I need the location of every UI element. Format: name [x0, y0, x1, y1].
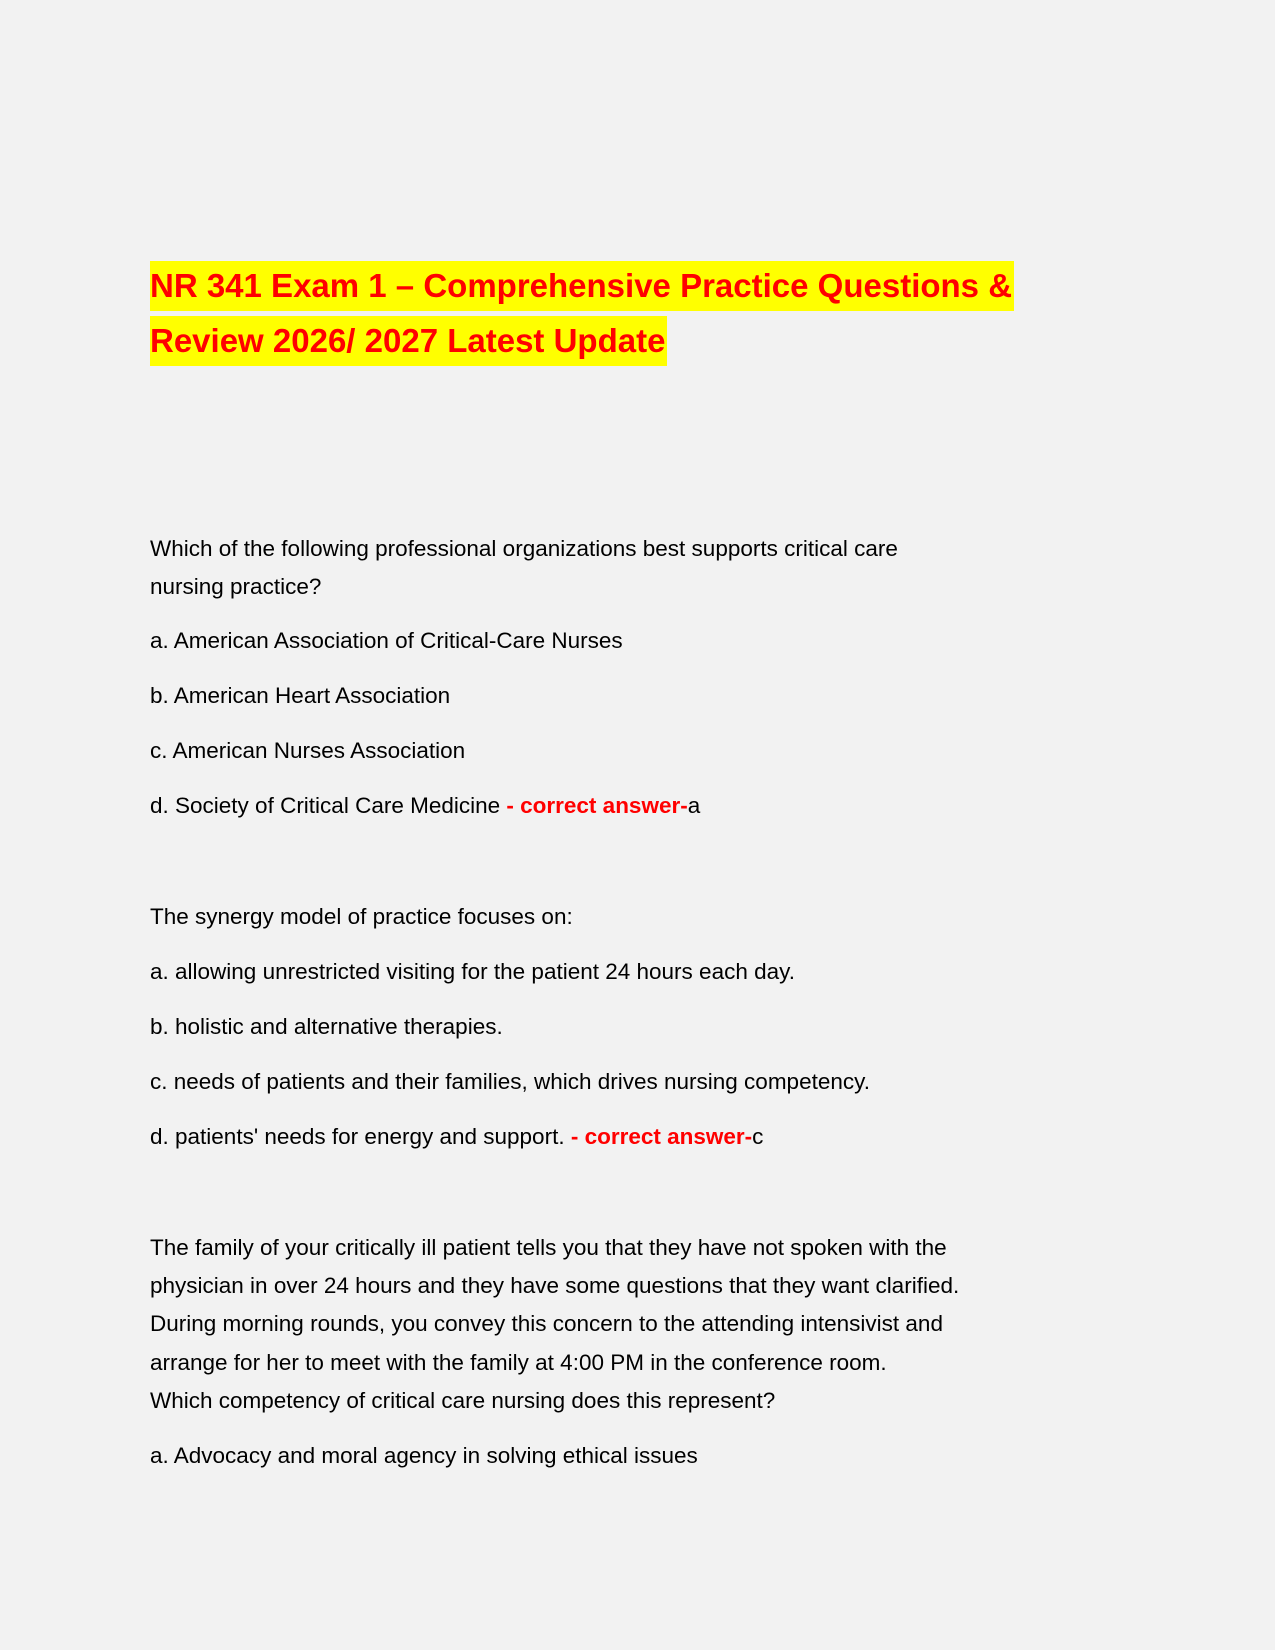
option-text: d. Society of Critical Care Medicine: [150, 793, 507, 818]
option-c: c. needs of patients and their families, which drives nursing competency.: [150, 1069, 870, 1094]
question-stem: The synergy model of practice focuses on:: [150, 904, 573, 929]
question-stem: nursing practice?: [150, 574, 322, 599]
question-stem: Which competency of critical care nursing does this represent?: [150, 1388, 776, 1413]
question-stem: arrange for her to meet with the family at 4:00 PM in the conference room.: [150, 1350, 887, 1375]
question-stem: The family of your critically ill patient tells you that they have not spoken with the: [150, 1235, 947, 1260]
option-d: [150, 1122, 763, 1152]
option-a: a. allowing unrestricted visiting for the patient 24 hours each day.: [150, 959, 795, 984]
question-stem: Which of the following professional organizations best supports critical care: [150, 536, 898, 561]
title-line-1: NR 341 Exam 1 – Comprehensive Practice Questions &: [150, 261, 1014, 311]
question-stem: physician in over 24 hours and they have some questions that they want clarified.: [150, 1273, 960, 1298]
option-b: b. holistic and alternative therapies.: [150, 1014, 503, 1039]
option-b: b. American Heart Association: [150, 683, 451, 708]
option-a: a. Advocacy and moral agency in solving ethical issues: [150, 1443, 698, 1468]
title-line-2: Review 2026/ 2027 Latest Update: [150, 316, 667, 366]
question-stem: During morning rounds, you convey this concern to the attending intensivist and: [150, 1311, 943, 1336]
option-text: d. patients' needs for energy and support.: [150, 1124, 571, 1149]
correct-answer: a: [687, 793, 701, 818]
option-a: a. American Association of Critical-Care Nurses: [150, 628, 623, 653]
correct-answer-label: - correct answer-: [506, 793, 688, 818]
option-d: [150, 791, 700, 821]
correct-answer-label: - correct answer-: [570, 1124, 753, 1149]
option-c: c. American Nurses Association: [150, 738, 466, 763]
correct-answer: c: [752, 1124, 764, 1149]
